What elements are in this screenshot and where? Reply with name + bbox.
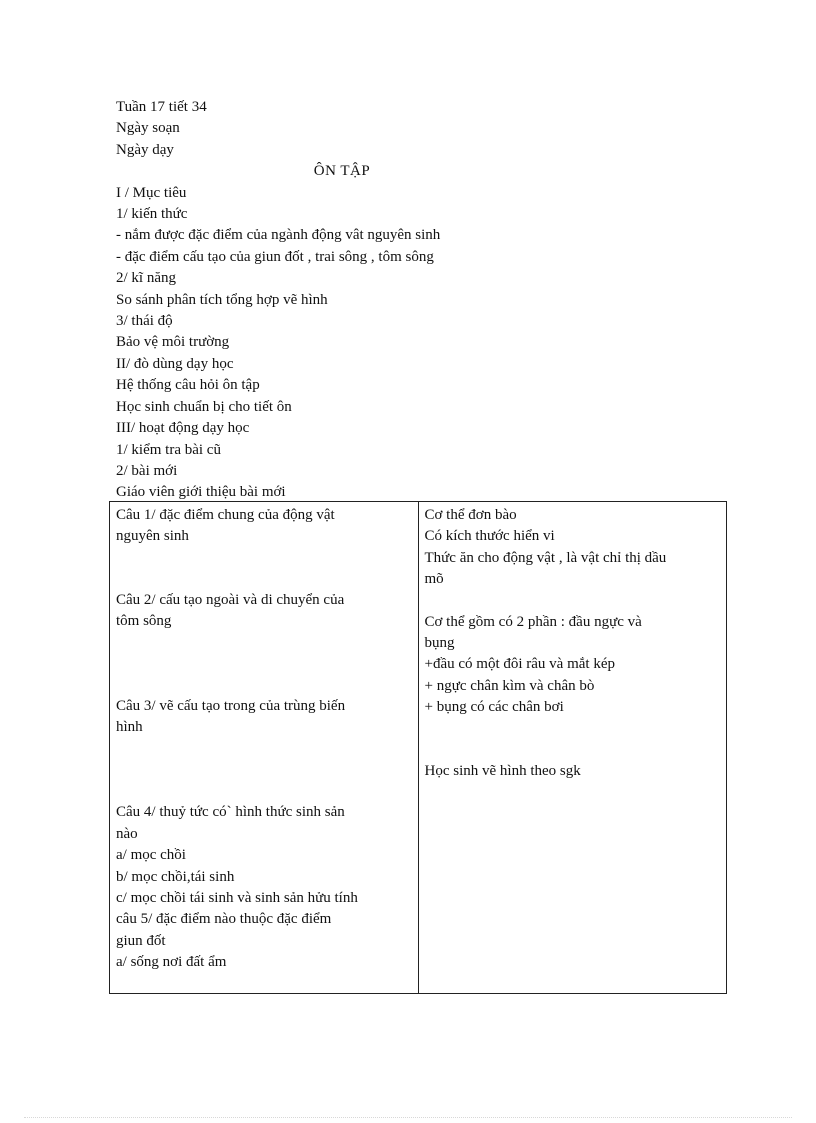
lesson-plan-text bbox=[116, 97, 716, 504]
subheading-new-lesson: 2/ bài mới bbox=[116, 462, 178, 479]
question-4-option: a/ mọc chồi bbox=[116, 847, 186, 864]
body-line: - nắm được đặc điểm của ngành động vât nguyên sinh bbox=[116, 227, 441, 244]
answer-1-line: Có kích thước hiển vi bbox=[424, 528, 555, 545]
body-line: So sánh phân tích tổng hợp vẽ hình bbox=[116, 291, 328, 308]
question-3-line: Câu 3/ vẽ cấu tạo trong của trùng biến bbox=[116, 697, 346, 714]
section-heading-materials: II/ đò dùng dạy học bbox=[116, 355, 234, 372]
question-4-line: nào bbox=[116, 825, 138, 842]
question-4-option: c/ mọc chồi tái sinh và sinh sản hửu tính bbox=[116, 890, 358, 907]
answer-2-line: + bụng có các chân bơi bbox=[424, 699, 564, 716]
question-4-line: Câu 4/ thuỷ tức có` hình thức sinh sản bbox=[116, 804, 345, 821]
answer-2-line: + ngực chân kìm và chân bò bbox=[424, 677, 595, 694]
subheading-old-lesson-check: 1/ kiểm tra bài cũ bbox=[116, 441, 221, 458]
section-heading-objectives: I / Mục tiêu bbox=[116, 184, 187, 201]
answer-2-line: bụng bbox=[424, 635, 455, 652]
question-2-line: tôm sông bbox=[116, 613, 172, 630]
question-5-line: giun đốt bbox=[116, 932, 166, 949]
subheading-skills: 2/ kĩ năng bbox=[116, 270, 176, 287]
question-1-line: Câu 1/ đặc điểm chung của động vật bbox=[116, 507, 335, 523]
questions-cell bbox=[110, 502, 419, 994]
question-1-line: nguyên sinh bbox=[116, 528, 189, 545]
answer-2-line: +đầu có một đôi râu và mắt kép bbox=[424, 656, 615, 673]
body-line: - đặc điểm cấu tạo của giun đốt , trai sông , tôm sông bbox=[116, 248, 434, 265]
teaching-date-line: Ngày dạy bbox=[116, 141, 174, 158]
document-title: ÔN TẬP bbox=[313, 163, 371, 180]
answers-cell bbox=[418, 502, 727, 994]
answer-3-line: Học sinh vẽ hình theo sgk bbox=[424, 762, 581, 779]
question-2-line: Câu 2/ cấu tạo ngoài và di chuyển của bbox=[116, 591, 345, 608]
week-period-line: Tuần 17 tiết 34 bbox=[116, 99, 207, 115]
answer-1-line: Thức ăn cho động vật , là vật chỉ thị dầu bbox=[424, 549, 667, 566]
subheading-knowledge: 1/ kiến thức bbox=[116, 206, 188, 223]
question-5-option: a/ sống nơi đất ẩm bbox=[116, 954, 227, 971]
question-4-option: b/ mọc chồi,tái sinh bbox=[116, 868, 235, 885]
answer-1-line: Cơ thể đơn bào bbox=[424, 507, 517, 523]
table-row bbox=[110, 502, 727, 994]
question-5-line: câu 5/ đặc điểm nào thuộc đặc điểm bbox=[116, 911, 332, 928]
question-3-line: hình bbox=[116, 719, 143, 736]
section-heading-activities: III/ hoạt động dạy học bbox=[116, 420, 250, 437]
body-line: Giáo viên giới thiệu bài mới bbox=[116, 484, 286, 501]
review-question-table bbox=[109, 501, 727, 994]
subheading-attitude: 3/ thái độ bbox=[116, 313, 173, 330]
answer-1-line: mõ bbox=[424, 571, 444, 588]
body-line: Học sinh chuẩn bị cho tiết ôn bbox=[116, 398, 292, 415]
body-line: Bảo vệ môi trường bbox=[116, 334, 230, 351]
body-line: Hệ thống câu hỏi ôn tập bbox=[116, 377, 260, 394]
answer-2-line: Cơ thể gồm có 2 phần : đầu ngực và bbox=[424, 613, 642, 630]
prep-date-line: Ngày soạn bbox=[116, 120, 180, 137]
page-bottom-divider bbox=[24, 1117, 792, 1118]
